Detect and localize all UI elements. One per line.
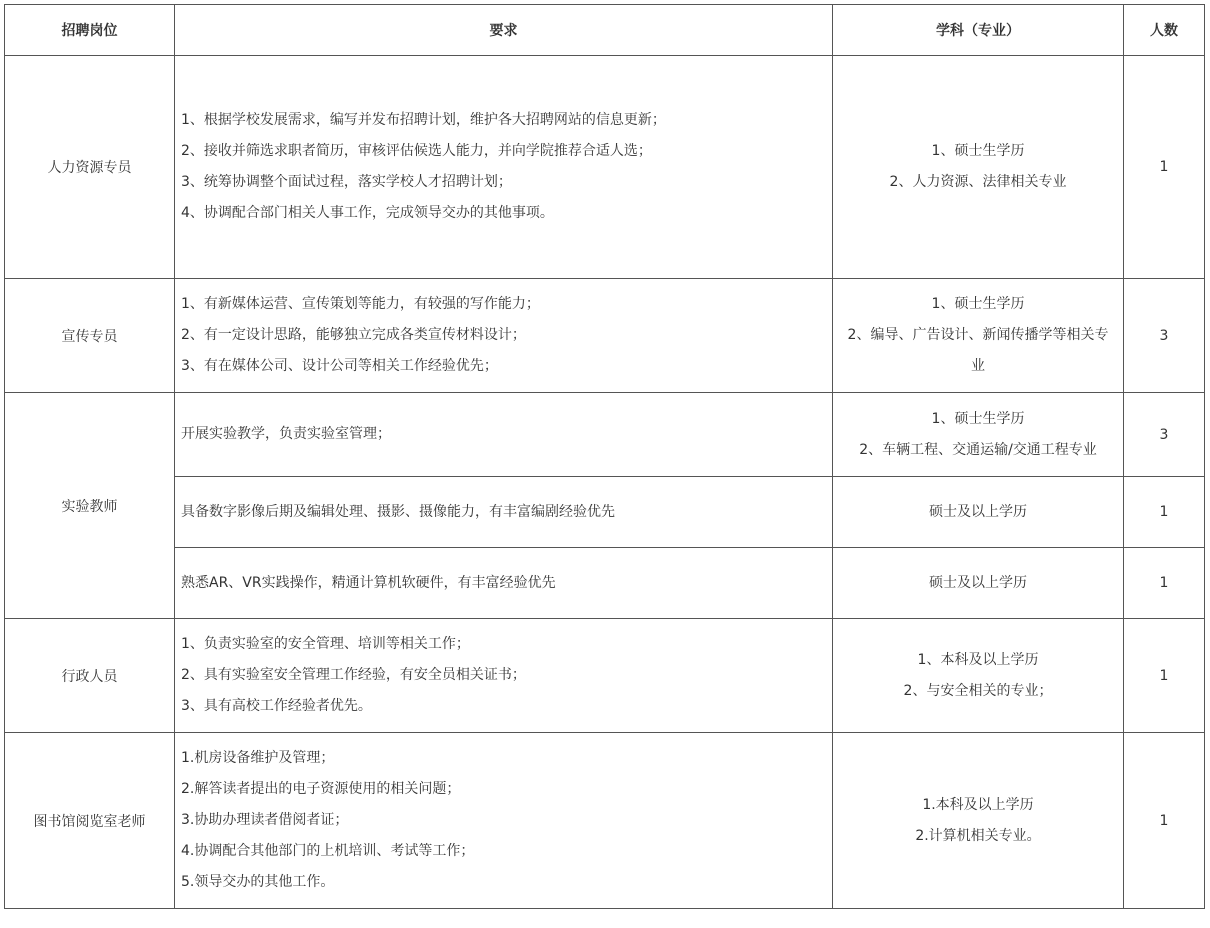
requirement-line: 3、有在媒体公司、设计公司等相关工作经验优先； (181, 358, 498, 374)
position-cell: 宣传专员 (5, 279, 175, 393)
table-row (5, 548, 1205, 619)
table-header-row (5, 5, 1205, 56)
requirement-line: 2、具有实验室安全管理工作经验，有安全员相关证书； (181, 667, 526, 683)
requirement-line: 2.解答读者提出的电子资源使用的相关问题； (181, 781, 461, 797)
discipline-line: 2.计算机相关专业。 (915, 827, 1041, 844)
requirement-line: 1、负责实验室的安全管理、培训等相关工作； (181, 636, 470, 652)
requirement-line: 熟悉AR、VR实践操作，精通计算机软硬件，有丰富经验优先 (181, 574, 556, 591)
requirements-cell (175, 619, 833, 733)
requirement-line: 3、统筹协调整个面试过程，落实学校人才招聘计划； (181, 174, 512, 190)
discipline-cell (833, 393, 1124, 477)
count-cell: 1 (1124, 56, 1205, 279)
requirement-line: 3.协助办理读者借阅者证； (181, 812, 349, 828)
count-cell: 3 (1124, 393, 1205, 477)
header-discipline: 学科（专业） (833, 5, 1124, 56)
recruitment-table-wrapper (4, 4, 1205, 909)
discipline-line: 2、车辆工程、交通运输/交通工程专业 (859, 441, 1097, 458)
requirement-line: 4、协调配合部门相关人事工作，完成领导交办的其他事项。 (181, 205, 554, 221)
recruitment-table (4, 4, 1205, 909)
header-requirements: 要求 (175, 5, 833, 56)
table-row (5, 393, 1205, 477)
requirement-line: 1、有新媒体运营、宣传策划等能力，有较强的写作能力； (181, 296, 540, 312)
discipline-line: 2、人力资源、法律相关专业 (889, 174, 1067, 190)
discipline-cell (833, 548, 1124, 619)
count-cell: 1 (1124, 477, 1205, 548)
discipline-line: 硕士及以上学历 (929, 503, 1027, 520)
requirements-cell (175, 548, 833, 619)
discipline-line: 业 (971, 358, 985, 374)
position-cell: 实验教师 (5, 393, 175, 619)
requirements-cell (175, 733, 833, 909)
requirement-line: 具备数字影像后期及编辑处理、摄影、摄像能力，有丰富编剧经验优先 (181, 503, 615, 520)
count-cell: 1 (1124, 548, 1205, 619)
requirement-line: 3、具有高校工作经验者优先。 (181, 698, 372, 714)
discipline-line: 硕士及以上学历 (929, 574, 1027, 591)
requirements-cell (175, 56, 833, 279)
requirement-line: 开展实验教学，负责实验室管理； (181, 426, 391, 442)
requirements-cell (175, 393, 833, 477)
requirement-line: 2、有一定设计思路，能够独立完成各类宣传材料设计； (181, 327, 526, 343)
discipline-line: 1.本科及以上学历 (922, 796, 1034, 813)
requirements-cell (175, 279, 833, 393)
header-position: 招聘岗位 (5, 5, 175, 56)
count-cell: 1 (1124, 619, 1205, 733)
discipline-line: 1、硕士生学历 (931, 410, 1025, 427)
discipline-cell (833, 733, 1124, 909)
requirement-line: 4.协调配合其他部门的上机培训、考试等工作； (181, 843, 475, 859)
position-cell: 人力资源专员 (5, 56, 175, 279)
count-cell: 1 (1124, 733, 1205, 909)
requirement-line: 1、根据学校发展需求，编写并发布招聘计划，维护各大招聘网站的信息更新； (181, 112, 666, 128)
discipline-cell (833, 477, 1124, 548)
discipline-cell (833, 56, 1124, 279)
discipline-line: 2、与安全相关的专业； (903, 682, 1053, 699)
requirement-line: 5.领导交办的其他工作。 (181, 874, 335, 890)
position-cell: 行政人员 (5, 619, 175, 733)
count-cell: 3 (1124, 279, 1205, 393)
table-row (5, 279, 1205, 393)
discipline-cell (833, 279, 1124, 393)
discipline-cell (833, 619, 1124, 733)
table-row (5, 56, 1205, 279)
discipline-line: 2、编导、广告设计、新闻传播学等相关专 (847, 327, 1109, 343)
table-row (5, 619, 1205, 733)
table-row (5, 733, 1205, 909)
discipline-line: 1、硕士生学历 (931, 143, 1025, 159)
requirement-line: 1.机房设备维护及管理； (181, 750, 335, 766)
discipline-line: 1、硕士生学历 (931, 296, 1025, 312)
position-cell: 图书馆阅览室老师 (5, 733, 175, 909)
requirements-cell (175, 477, 833, 548)
table-row (5, 477, 1205, 548)
header-count: 人数 (1124, 5, 1205, 56)
requirement-line: 2、接收并筛选求职者简历，审核评估候选人能力，并向学院推荐合适人选； (181, 143, 652, 159)
discipline-line: 1、本科及以上学历 (917, 651, 1039, 668)
